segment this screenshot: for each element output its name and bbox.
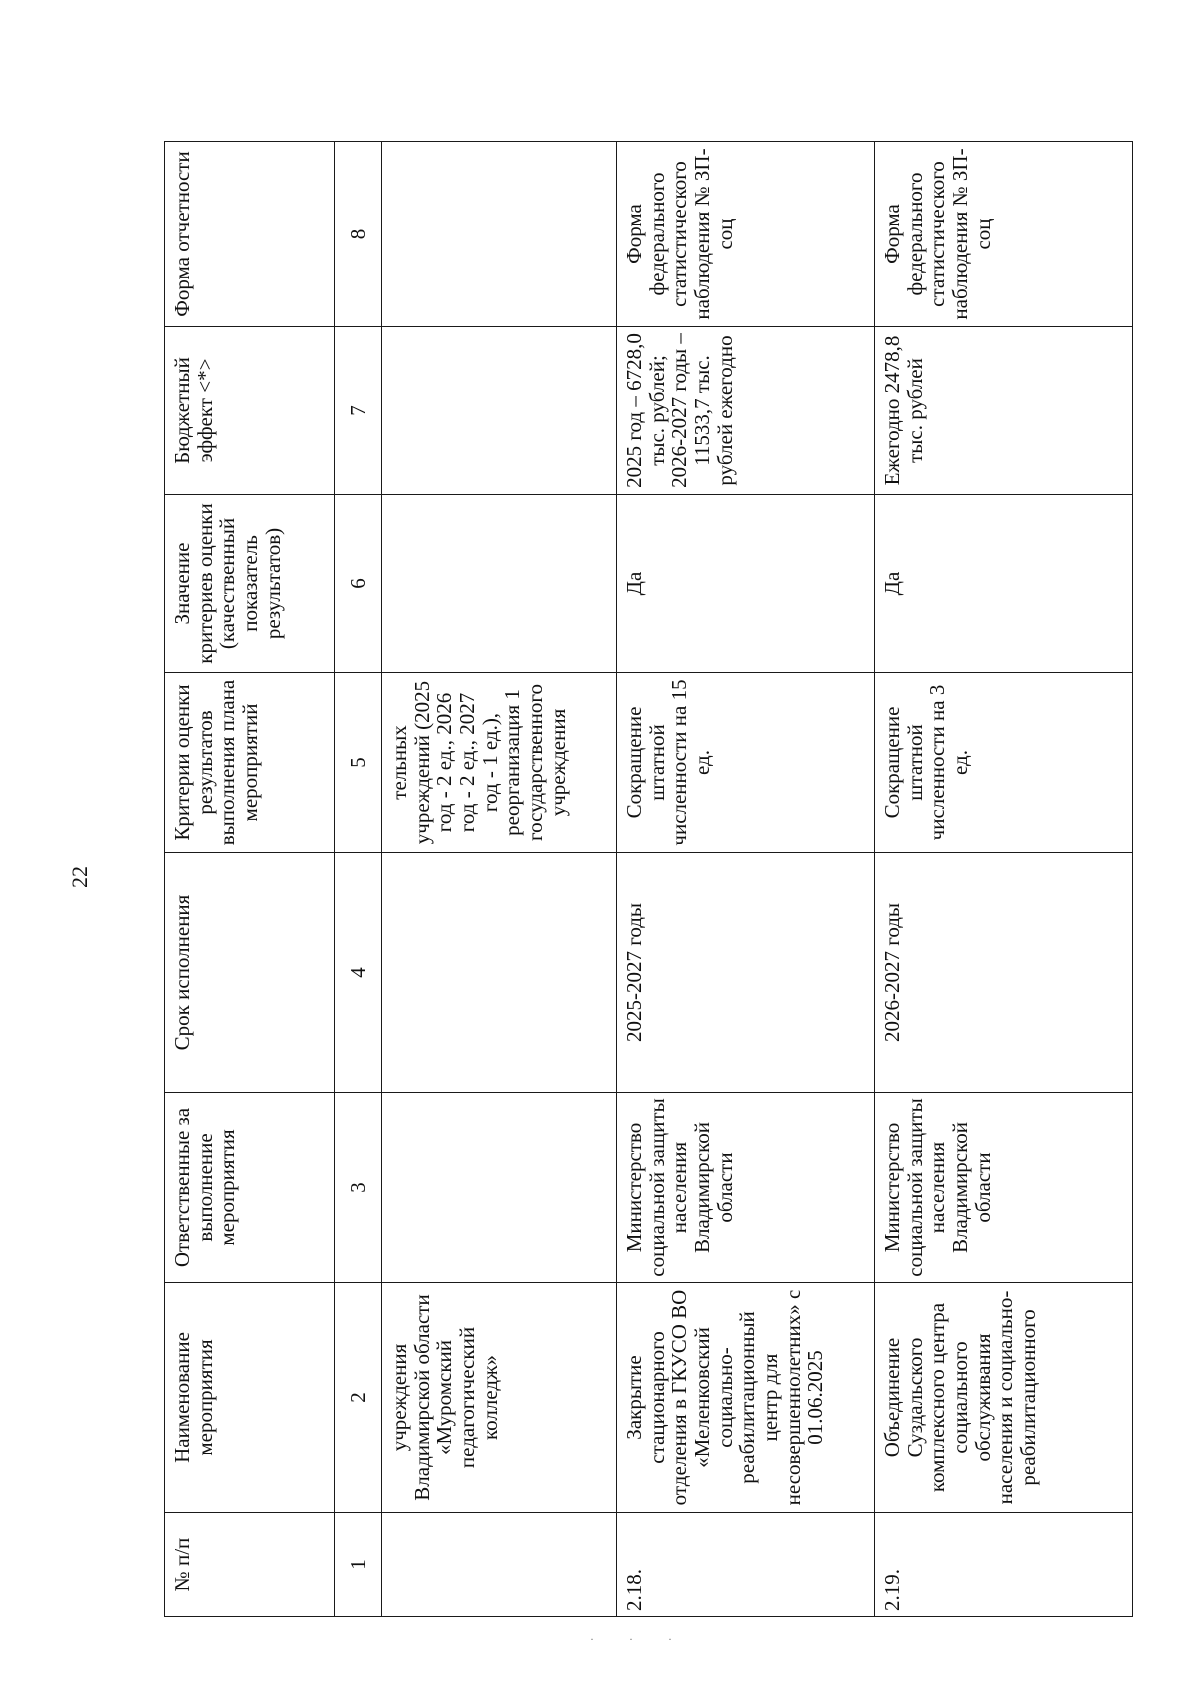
header-deadline: Срок исполнения: [165, 853, 335, 1093]
header-form: Форма отчетности: [165, 142, 335, 327]
column-number-row: [335, 142, 382, 1617]
column-number: 4: [335, 853, 382, 1093]
column-number: 7: [335, 327, 382, 495]
table-row: [382, 142, 617, 1617]
row-number: 2.18.: [617, 1513, 875, 1617]
criteria: Сокращение штатной численности на 15 ед.: [617, 673, 875, 853]
responsible: Министерство социальной защиты населения Владимирской области: [617, 1093, 875, 1283]
header-row: [165, 142, 335, 1617]
deadline: 2026-2027 годы: [875, 853, 1133, 1093]
criteria-value: Да: [875, 495, 1133, 673]
report-form: [382, 142, 617, 327]
column-number: 1: [335, 1513, 382, 1617]
table-row: [875, 142, 1133, 1617]
report-form: Форма федерального статистического наблюдения № ЗП-соц: [875, 142, 1133, 327]
measure-name: Закрытие стационарного отделения в ГКУСО ВО «Меленковский социально-реабилитационный центр для несовершеннолетних» с 01.06.2025: [617, 1283, 875, 1513]
column-number: 2: [335, 1283, 382, 1513]
criteria-value: [382, 495, 617, 673]
budget-effect: [382, 327, 617, 495]
row-number: 2.19.: [875, 1513, 1133, 1617]
header-budget: Бюджетный эффект <*>: [165, 327, 335, 495]
scan-artifact-dots: · · ·: [590, 1632, 688, 1646]
page-number: 22: [67, 866, 92, 888]
deadline: 2025-2027 годы: [617, 853, 875, 1093]
responsible: [382, 1093, 617, 1283]
row-number: [382, 1513, 617, 1617]
criteria: тельных учреждений (2025 год - 2 ед., 2026 год - 2 ед., 2027 год - 1 ед.), реорганизация 1 государственного учреждения: [382, 673, 617, 853]
column-number: 3: [335, 1093, 382, 1283]
deadline: [382, 853, 617, 1093]
rotated-table-stage: [164, 142, 1132, 1617]
column-number: 8: [335, 142, 382, 327]
measure-name: Объединение Суздальского комплексного центра социального обслуживания населения и социально-реабилитационного: [875, 1283, 1133, 1513]
table-row: [617, 142, 875, 1617]
budget-effect: 2025 год – 6728,0 тыс. рублей; 2026-2027 годы – 11533,7 тыс. рублей ежегодно: [617, 327, 875, 495]
header-criteria: Критерии оценки результатов выполнения плана мероприятий: [165, 673, 335, 853]
header-value: Значение критериев оценки (качественный показатель результатов): [165, 495, 335, 673]
responsible: Министерство социальной защиты населения Владимирской области: [875, 1093, 1133, 1283]
column-number: 5: [335, 673, 382, 853]
measure-name: учреждения Владимирской области «Муромский педагогический колледж»: [382, 1283, 617, 1513]
header-responsible: Ответственные за выполнение мероприятия: [165, 1093, 335, 1283]
budget-effect: Ежегодно 2478,8 тыс. рублей: [875, 327, 1133, 495]
header-number: № п/п: [165, 1513, 335, 1617]
header-name: Наименование мероприятия: [165, 1283, 335, 1513]
column-number: 6: [335, 495, 382, 673]
criteria: Сокращение штатной численности на 3 ед.: [875, 673, 1133, 853]
criteria-value: Да: [617, 495, 875, 673]
measures-table: [164, 141, 1133, 1617]
report-form: Форма федерального статистического наблюдения № ЗП-соц: [617, 142, 875, 327]
